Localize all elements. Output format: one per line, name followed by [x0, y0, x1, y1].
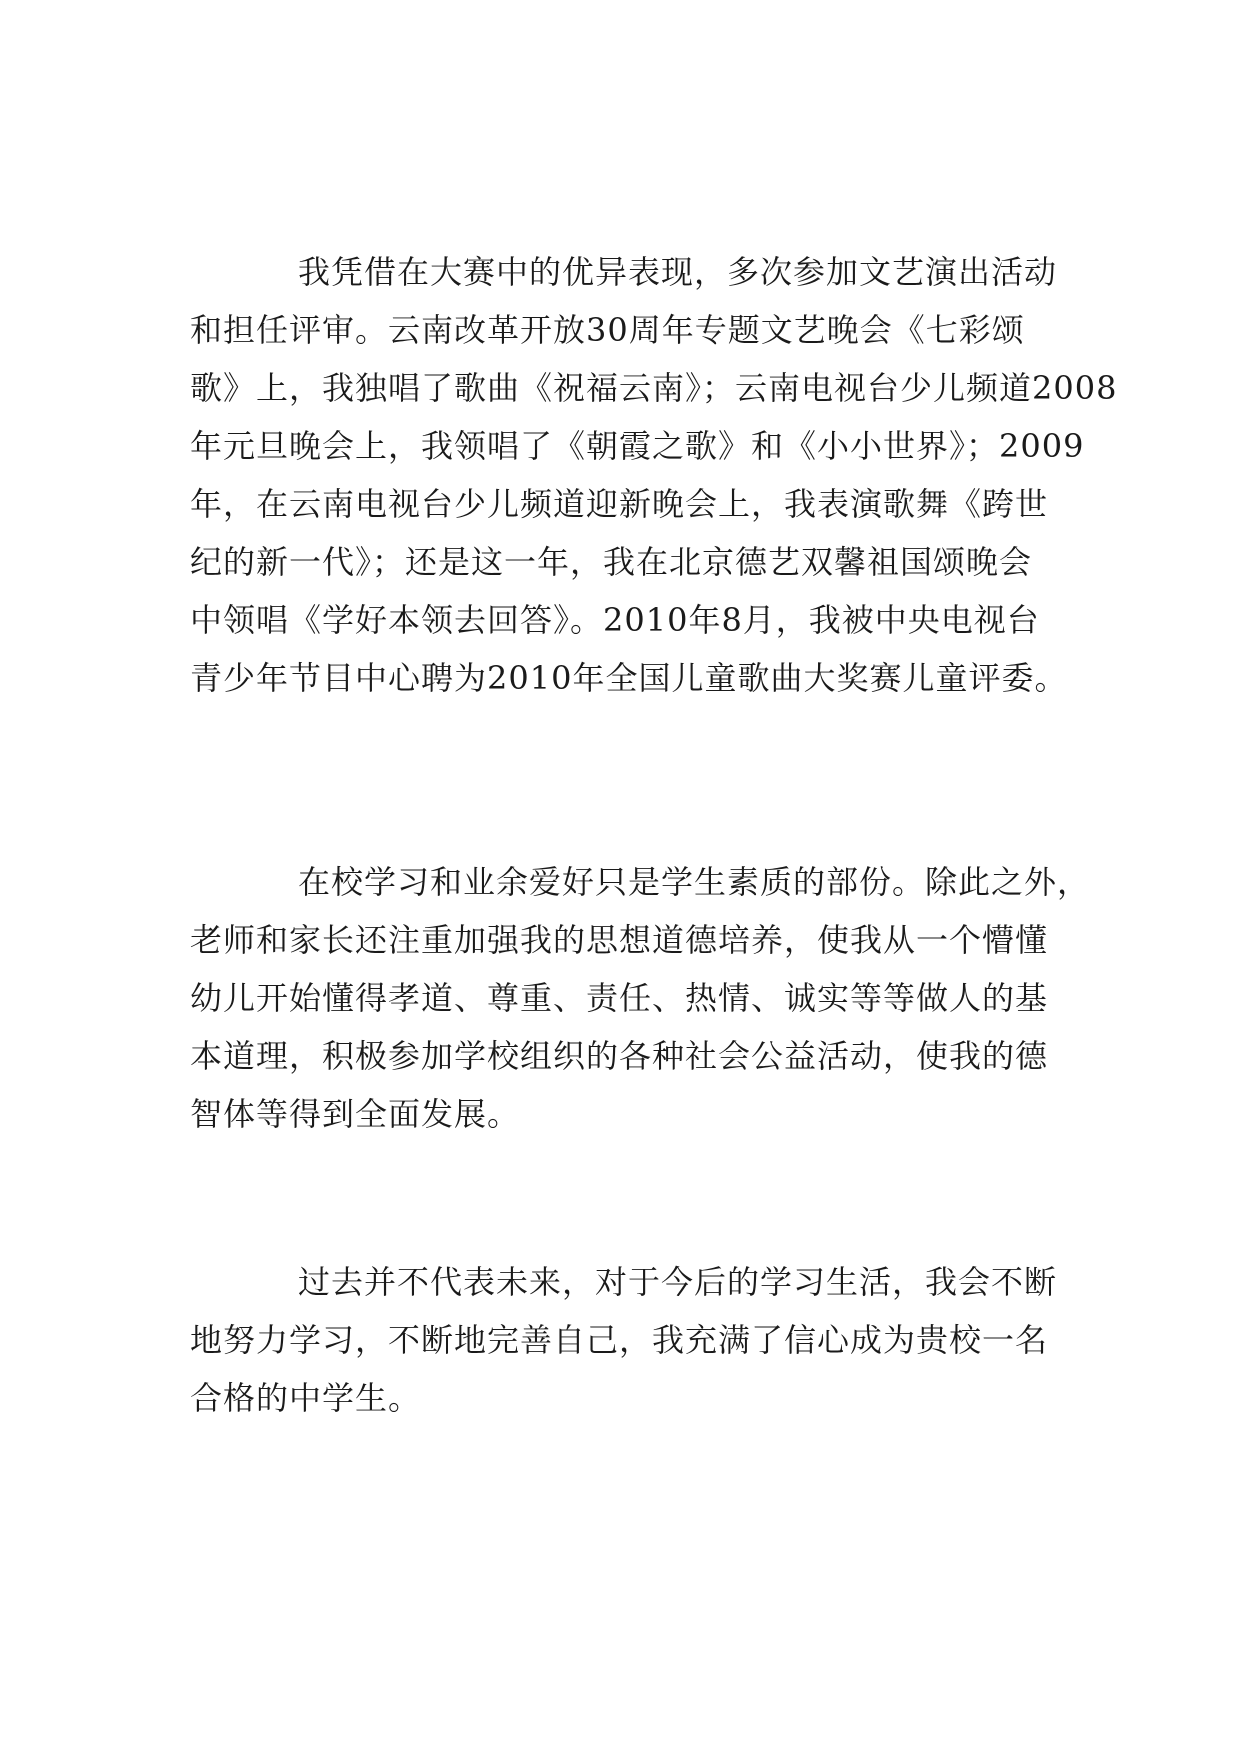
- paragraph-line: 过去并不代表未来，对于今后的学习生活，我会不断: [298, 1263, 1058, 1301]
- paragraph-line: 地努力学习，不断地完善自己，我充满了信心成为贵校一名: [190, 1321, 1049, 1359]
- paragraph-line: 智体等得到全面发展。: [190, 1095, 521, 1133]
- paragraph-line: 和担任评审。云南改革开放30周年专题文艺晚会《七彩颂: [190, 311, 1025, 349]
- paragraph-line: 年元旦晚会上，我领唱了《朝霞之歌》和《小小世界》；2009: [190, 427, 1085, 465]
- paragraph-line: 我凭借在大赛中的优异表现，多次参加文艺演出活动: [298, 253, 1058, 291]
- paragraph-line: 幼儿开始懂得孝道、尊重、责任、热情、诚实等等做人的基: [190, 979, 1049, 1017]
- paragraph-line: 青少年节目中心聘为2010年全国儿童歌曲大奖赛儿童评委。: [190, 659, 1068, 697]
- paragraph-line: 老师和家长还注重加强我的思想道德培养，使我从一个懵懂: [190, 921, 1049, 959]
- paragraph-line: 在校学习和业余爱好只是学生素质的部份。除此之外，: [298, 863, 1091, 901]
- paragraph-line: 年，在云南电视台少儿频道迎新晚会上，我表演歌舞《跨世: [190, 485, 1049, 523]
- paragraph-line: 本道理，积极参加学校组织的各种社会公益活动，使我的德: [190, 1037, 1049, 1075]
- paragraph-line: 中领唱《学好本领去回答》。2010年8月，我被中央电视台: [190, 601, 1040, 639]
- paragraph-line: 歌》上，我独唱了歌曲《祝福云南》；云南电视台少儿频道2008: [190, 369, 1118, 407]
- paragraph-line: 合格的中学生。: [190, 1379, 422, 1417]
- paragraph-line: 纪的新一代》；还是这一年，我在北京德艺双馨祖国颂晚会: [190, 543, 1033, 581]
